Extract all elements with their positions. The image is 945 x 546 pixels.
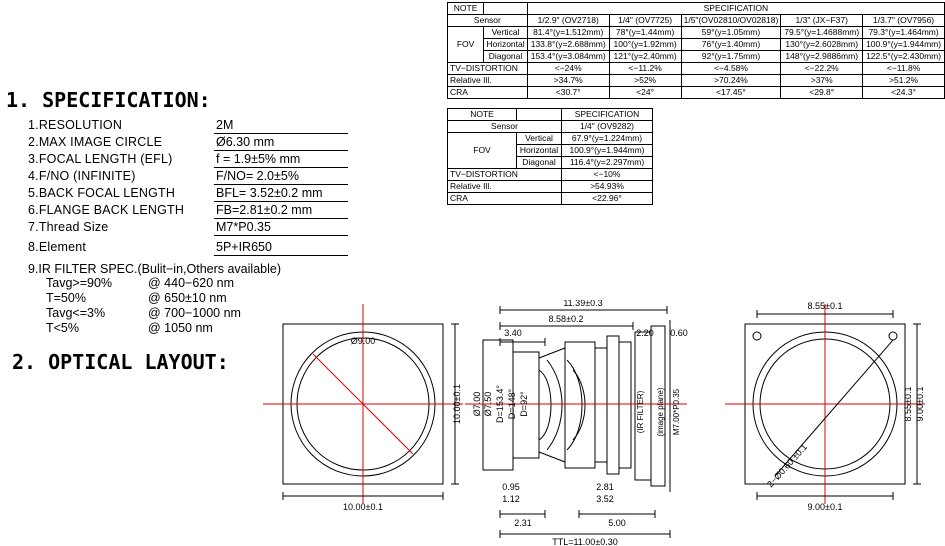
center-dim-0-60: 0.60	[670, 328, 688, 338]
table-row	[448, 133, 653, 145]
center-dim-dia7-50: Ø7.50	[483, 391, 493, 417]
table-row-label: TV−DISTORTION	[448, 169, 562, 181]
center-view	[465, 300, 688, 546]
table-cell: <29.8°	[781, 87, 863, 99]
table-cell: >37%	[781, 75, 863, 87]
table-cell: 1/2.9" (OV2718)	[527, 15, 609, 27]
right-view	[725, 301, 925, 512]
table-row	[448, 3, 945, 15]
spec-label: 7.Thread Size	[28, 220, 109, 234]
left-view-height-dim: 10.00±0.1	[452, 384, 462, 424]
table-cell: 153.4°(y=3.084mm)	[527, 51, 609, 63]
spec-value: 2M	[214, 118, 348, 134]
spec-value: Ø6.30 mm	[214, 135, 348, 151]
table-row	[448, 39, 945, 51]
table-row	[448, 63, 945, 75]
spec-row	[28, 169, 378, 186]
table-title: SPECIFICATION	[562, 109, 653, 121]
table-cell: 1/5"(OV02810/OV02818)	[681, 15, 781, 27]
table-cell: 59°(y=1.05mm)	[681, 27, 781, 39]
image-plane-label: (image plane)	[656, 387, 665, 437]
table-row-label: Vertical	[517, 133, 562, 145]
table-row	[448, 193, 653, 205]
table-row	[448, 75, 945, 87]
optical-layout-drawing	[255, 300, 945, 546]
table-cell: <22.96°	[562, 193, 653, 205]
spec-label: 3.FOCAL LENGTH (EFL)	[28, 152, 173, 166]
table-note-label: NOTE	[448, 109, 517, 121]
table-cell: >34.7%	[527, 75, 609, 87]
table-cell: 116.4°(y=2.297mm)	[562, 157, 653, 169]
spec-value: BFL= 3.52±0.2 mm	[214, 186, 348, 202]
table-cell: <−11.8%	[863, 63, 945, 75]
table-row	[448, 27, 945, 39]
table-row	[448, 121, 653, 133]
table-row-label: Vertical	[484, 27, 528, 39]
table-row-label: TV−DISTORTION	[448, 63, 528, 75]
table-cell: <−4.58%	[681, 63, 781, 75]
specification-list	[28, 118, 378, 257]
ir-spec-condition: Tavg>=90%	[46, 276, 113, 290]
spec-row	[28, 203, 378, 220]
table-row-label: Horizontal	[484, 39, 528, 51]
table-cell: <30.7°	[527, 87, 609, 99]
table-cell: 100.9°(y=1.944mm)	[562, 145, 653, 157]
ir-spec-condition: T<5%	[46, 321, 80, 335]
center-dim-total: 11.39±0.3	[563, 300, 603, 308]
ir-filter-spec-line	[28, 291, 281, 306]
table-cell: 79.3°(y=1.464mm)	[863, 27, 945, 39]
table-cell: 76°(y=1.40mm)	[681, 39, 781, 51]
optical-layout-heading: 2. OPTICAL LAYOUT:	[12, 350, 229, 374]
spec-row	[28, 135, 378, 152]
table-row-label: CRA	[448, 193, 562, 205]
left-view-circle-dim: Ø9.00	[350, 336, 376, 346]
table-fov-label: FOV	[448, 133, 517, 169]
table-row-label: CRA	[448, 87, 528, 99]
center-fov-d153: D=153.4°	[495, 385, 505, 423]
table-row-label: Relative Ill.	[448, 75, 528, 87]
center-dim-2-31: 2.31	[514, 518, 532, 528]
drawing-svg	[255, 300, 945, 546]
ir-spec-condition: T=50%	[46, 291, 86, 305]
table-cell: <−10%	[562, 169, 653, 181]
spec-row	[28, 220, 378, 240]
table-cell: 100.9°(y=1.944mm)	[863, 39, 945, 51]
center-dim-2-81: 2.81	[596, 482, 614, 492]
table-cell: 121°(y=2.40mm)	[609, 51, 681, 63]
table-note-label: NOTE	[448, 3, 484, 15]
ir-spec-range: @ 1050 nm	[148, 321, 213, 335]
right-view-height-dim-2: 8.55±0.1	[903, 386, 913, 422]
center-dim-8-58: 8.58±0.2	[548, 314, 584, 324]
right-view-bottom-dim: 9.00±0.1	[807, 502, 843, 512]
center-fov-d148: D=148°	[507, 388, 517, 420]
ir-filter-spec-line	[28, 306, 281, 321]
ir-filter-spec	[28, 262, 281, 336]
table-row	[448, 15, 945, 27]
table-row	[448, 87, 945, 99]
spec-label: 4.F/NO (INFINITE)	[28, 169, 136, 183]
table-cell: <24°	[609, 87, 681, 99]
center-dim-5-00: 5.00	[608, 518, 626, 528]
left-view-width-dim: 10.00±0.1	[343, 502, 383, 512]
table-cell: 1/3.7" (OV7956)	[863, 15, 945, 27]
table-cell: 148°(y=2.9886mm)	[781, 51, 863, 63]
ir-filter-label: (IR FILTER)	[636, 390, 645, 434]
table-cell: 1/4" (OV9282)	[562, 121, 653, 133]
ir-spec-range: @ 650±10 nm	[148, 291, 227, 305]
center-dim-2-20: 2.20	[636, 328, 654, 338]
table-cell: 1/3" (JX−F37)	[781, 15, 863, 27]
spec-row	[28, 152, 378, 169]
specification-table-main	[447, 2, 945, 99]
spec-value: FB=2.81±0.2 mm	[214, 203, 348, 219]
table-cell: 92°(y=1.75mm)	[681, 51, 781, 63]
table-cell: 133.8°(y=2.688mm)	[527, 39, 609, 51]
center-dim-1-12: 1.12	[502, 494, 520, 504]
table-sensor-label: Sensor	[448, 15, 528, 27]
spec-label: 1.RESOLUTION	[28, 118, 123, 132]
table-cell: <−11.2%	[609, 63, 681, 75]
table-cell: 78°(y=1.44mm)	[609, 27, 681, 39]
spec-row	[28, 118, 378, 135]
center-dim-ttl: TTL=11.00±0.30	[552, 537, 618, 546]
table-cell: 100°(y=1.92mm)	[609, 39, 681, 51]
table-row	[448, 169, 653, 181]
ir-filter-spec-line	[28, 276, 281, 291]
table-cell: >52%	[609, 75, 681, 87]
spec-label: 6.FLANGE BACK LENGTH	[28, 203, 185, 217]
table-cell: <24.3°	[863, 87, 945, 99]
center-dim-0-95: 0.95	[502, 482, 520, 492]
right-view-hole-note: 2−Ø0.60 ±0.1	[765, 441, 810, 490]
spec-row	[28, 240, 378, 257]
table-sensor-label: Sensor	[448, 121, 562, 133]
table-row-label: Diagonal	[484, 51, 528, 63]
table-cell: 81.4°(y=1.512mm)	[527, 27, 609, 39]
table-cell: <−24%	[527, 63, 609, 75]
specification-heading: 1. SPECIFICATION:	[6, 88, 211, 112]
table-cell: 1/4" (OV7725)	[609, 15, 681, 27]
table-row	[448, 181, 653, 193]
table-row	[448, 51, 945, 63]
center-dim-3-40: 3.40	[504, 328, 522, 338]
ir-spec-range: @ 440−620 nm	[148, 276, 235, 290]
ir-spec-condition: Tavg<=3%	[46, 306, 106, 320]
spec-value: f = 1.9±5% mm	[214, 152, 348, 168]
table-cell: 79.5°(y=1.4688mm)	[781, 27, 863, 39]
table-title: SPECIFICATION	[527, 3, 944, 15]
table-cell: >54.93%	[562, 181, 653, 193]
spec-value: M7*P0.35	[214, 220, 348, 236]
table-row-label: Relative Ill.	[448, 181, 562, 193]
table-cell: <−22.2%	[781, 63, 863, 75]
center-fov-d92: D=92°	[519, 391, 529, 417]
spec-label: 2.MAX IMAGE CIRCLE	[28, 135, 163, 149]
ir-filter-spec-line	[28, 321, 281, 336]
spec-label: 5.BACK FOCAL LENGTH	[28, 186, 176, 200]
left-view	[263, 304, 463, 512]
table-row-label: Horizontal	[517, 145, 562, 157]
specification-table-sub	[447, 108, 653, 205]
spec-value: 5P+IR650	[214, 240, 348, 256]
ir-spec-range: @ 700−1000 nm	[148, 306, 241, 320]
ir-filter-spec-header: 9.IR FILTER SPEC.(Bulit−in,Others available)	[28, 262, 281, 276]
table-cell: 122.5°(y=2.430mm)	[863, 51, 945, 63]
table-cell: 67.9°(y=1.224mm)	[562, 133, 653, 145]
table-row	[448, 109, 653, 121]
table-cell: 130°(y=2.6028mm)	[781, 39, 863, 51]
table-fov-label: FOV	[448, 27, 484, 63]
center-dim-dia7-00: Ø7.00	[472, 391, 482, 417]
table-cell: >70.24%	[681, 75, 781, 87]
center-dim-3-52: 3.52	[596, 494, 614, 504]
table-row-label: Diagonal	[517, 157, 562, 169]
right-view-height-dim-1: 9.00±0.1	[915, 386, 925, 422]
right-view-width-dim: 8.55±0.1	[807, 301, 843, 311]
table-cell: >51.2%	[863, 75, 945, 87]
spec-label: 8.Element	[28, 240, 87, 254]
spec-row	[28, 186, 378, 203]
table-cell: <17.45°	[681, 87, 781, 99]
thread-label: M7.00*P0.35	[672, 388, 681, 436]
spec-value: F/NO= 2.0±5%	[214, 169, 348, 185]
